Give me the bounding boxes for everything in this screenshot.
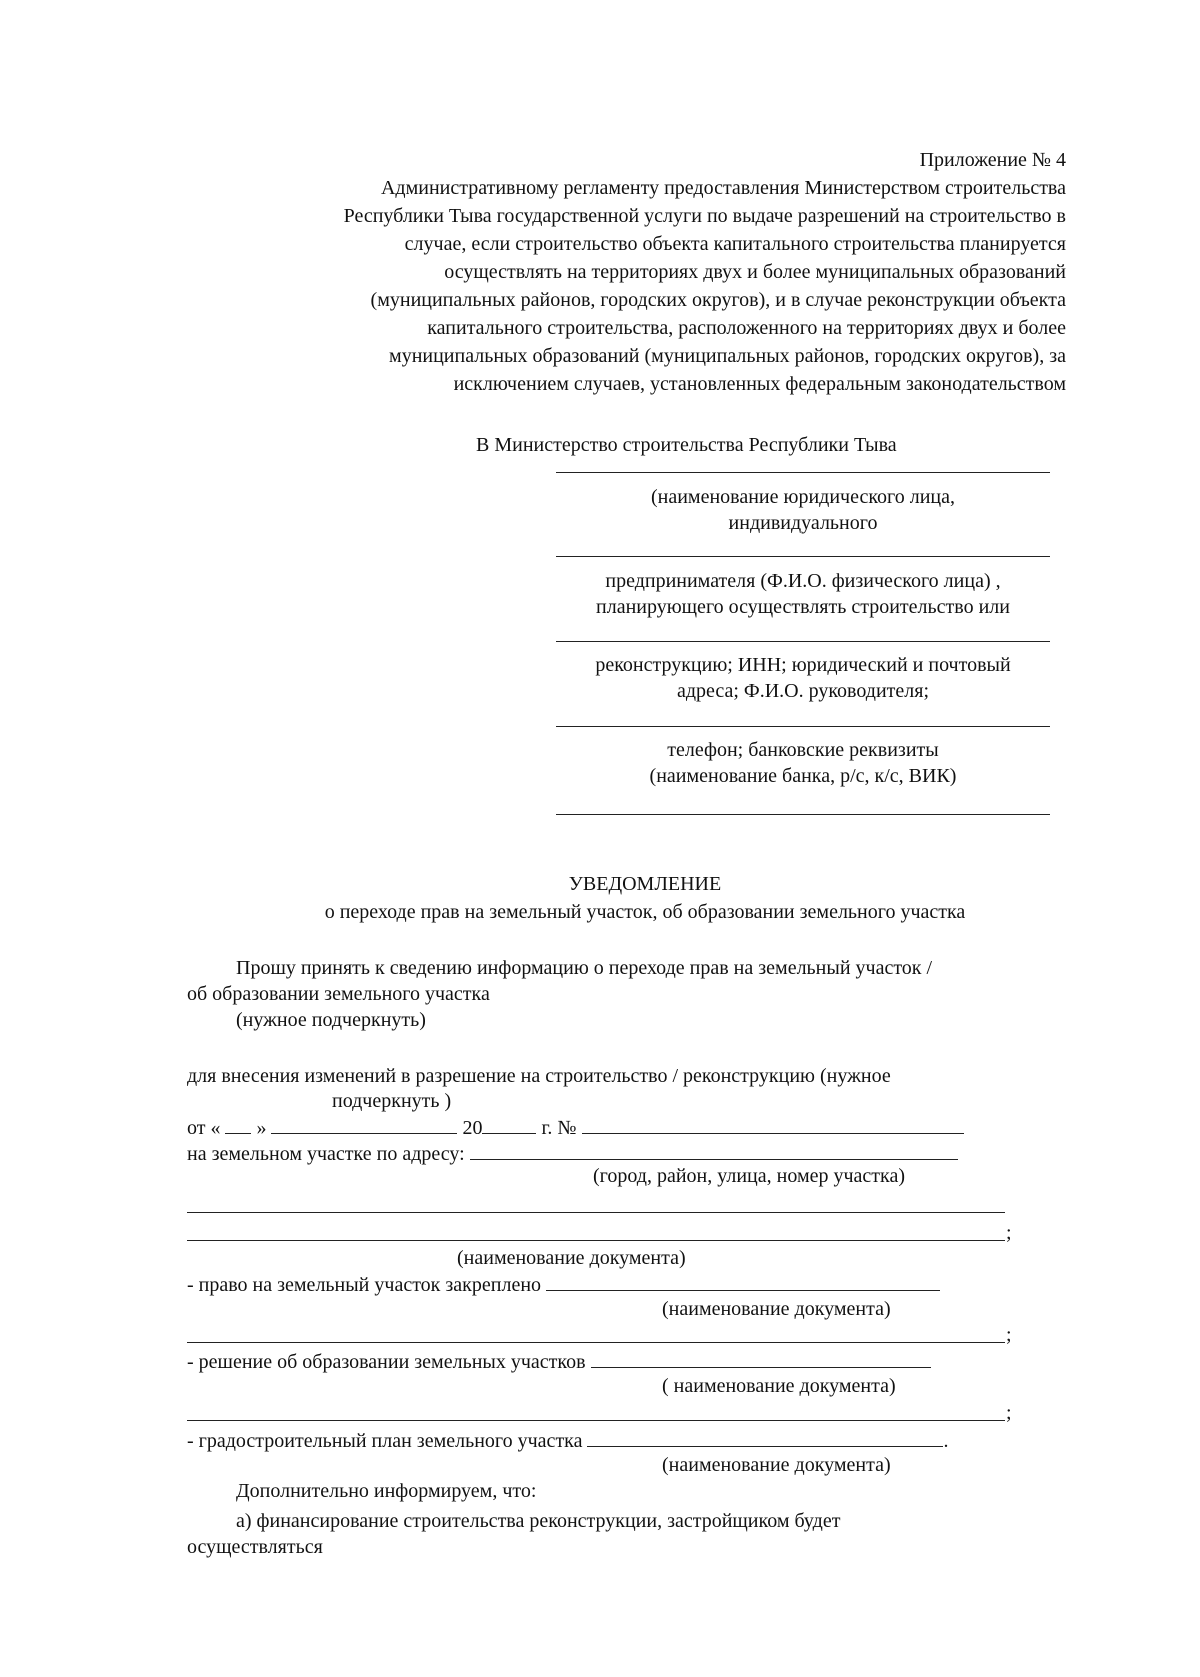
notice-title: УВЕДОМЛЕНИЕ: [568, 873, 722, 895]
year-blank[interactable]: [482, 1113, 536, 1134]
recipient-hint-3b: адреса; Ф.И.О. руководителя;: [676, 680, 930, 702]
address-blank-2[interactable]: [187, 1212, 1005, 1213]
decision-label: - решение об образовании земельных участков: [187, 1351, 586, 1373]
recipient-hint-4a: телефон; банковские реквизиты: [667, 739, 939, 761]
recipient-hint-1b: индивидуального: [728, 512, 878, 534]
date-close-quote: »: [256, 1117, 267, 1139]
p2-hint: подчеркнуть ): [332, 1090, 452, 1112]
address-label: на земельном участке по адресу:: [187, 1143, 465, 1165]
appendix-line-3: случае, если строительство объекта капитального строительства планируется: [404, 233, 1066, 255]
item-a-line-2: осуществляться: [187, 1536, 323, 1558]
p1-hint: (нужное подчеркнуть): [236, 1009, 426, 1031]
number-blank[interactable]: [582, 1113, 964, 1134]
gradplan-blank[interactable]: [587, 1426, 943, 1447]
period: .: [943, 1430, 949, 1452]
appendix-line-1: Административному регламенту предоставления Министерством строительства: [380, 177, 1066, 199]
right-label: - право на земельный участок закреплено: [187, 1274, 542, 1296]
decision-blank[interactable]: [591, 1347, 931, 1368]
address-blank[interactable]: [470, 1139, 958, 1160]
right-blank[interactable]: [546, 1270, 940, 1291]
decision-blank-2[interactable]: [187, 1420, 1005, 1421]
address-hint: (город, район, улица, номер участка): [593, 1165, 905, 1187]
doc-hint-3: ( наименование документа): [662, 1375, 896, 1397]
address-blank-3[interactable]: [187, 1240, 1005, 1241]
recipient-hint-4b: (наименование банка, р/с, к/с, ВИК): [649, 765, 957, 787]
recipient-hint-2a: предпринимателя (Ф.И.О. физического лица) ,: [605, 570, 1001, 592]
appendix-title: Приложение № 4: [919, 149, 1066, 171]
p1-line-1: Прошу принять к сведению информацию о переходе прав на земельный участок /: [236, 957, 933, 979]
recipient-hint-2b: планирующего осуществлять строительство или: [596, 596, 1010, 618]
semicolon-2: ;: [1006, 1324, 1012, 1346]
recipient-line-2: [556, 556, 1050, 557]
additional-info: Дополнительно информируем, что:: [236, 1480, 537, 1502]
appendix-line-2: Республики Тыва государственной услуги по выдаче разрешений на строительство в: [343, 205, 1066, 227]
appendix-line-7: муниципальных образований (муниципальных районов, городских округов), за: [389, 345, 1066, 367]
date-line: [187, 1113, 964, 1141]
right-blank-2[interactable]: [187, 1342, 1005, 1343]
date-from-label: от «: [187, 1117, 221, 1139]
gradplan-label: - градостроительный план земельного участка: [187, 1430, 583, 1452]
day-blank[interactable]: [225, 1113, 251, 1134]
appendix-line-5: (муниципальных районов, городских округов), и в случае реконструкции объекта: [370, 289, 1066, 311]
decision-line: [187, 1347, 931, 1375]
appendix-line-6: капитального строительства, расположенного на территориях двух и более: [427, 317, 1066, 339]
recipient-line-3: [556, 641, 1050, 642]
recipient-to: В Министерство строительства Республики Тыва: [476, 434, 897, 456]
recipient-line-5: [556, 814, 1050, 815]
year-prefix: 20: [462, 1117, 483, 1139]
gradplan-line: [187, 1426, 948, 1454]
p2-line-1: для внесения изменений в разрешение на строительство / реконструкцию (нужное: [187, 1065, 891, 1087]
month-blank[interactable]: [271, 1113, 457, 1134]
doc-hint-2: (наименование документа): [662, 1298, 891, 1320]
number-label: г. №: [541, 1117, 577, 1139]
recipient-hint-3a: реконструкцию; ИНН; юридический и почтовый: [595, 654, 1011, 676]
recipient-hint-1a: (наименование юридического лица,: [650, 486, 956, 508]
p1-line-2: об образовании земельного участка: [187, 983, 490, 1005]
appendix-line-8: исключением случаев, установленных федеральным законодательством: [453, 373, 1066, 395]
doc-hint-4: (наименование документа): [662, 1454, 891, 1476]
notice-subtitle: о переходе прав на земельный участок, об образовании земельного участка: [324, 901, 966, 923]
right-line: [187, 1270, 940, 1298]
semicolon-1: ;: [1006, 1222, 1012, 1244]
item-a-line-1: а) финансирование строительства реконструкции, застройщиком будет: [236, 1510, 841, 1532]
semicolon-3: ;: [1006, 1402, 1012, 1424]
appendix-line-4: осуществлять на территориях двух и более муниципальных образований: [444, 261, 1066, 283]
recipient-line-4: [556, 726, 1050, 727]
doc-hint-1: (наименование документа): [457, 1247, 686, 1269]
recipient-line-1: [556, 472, 1050, 473]
